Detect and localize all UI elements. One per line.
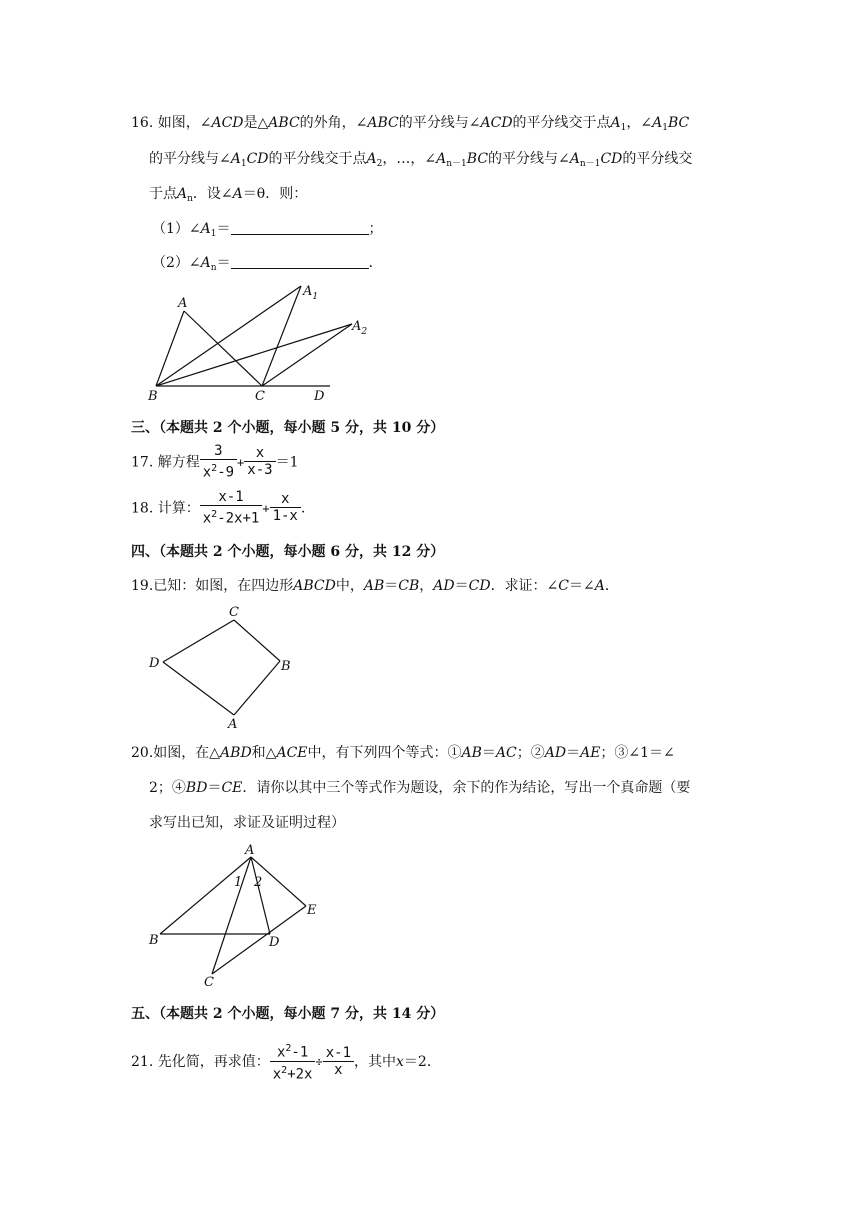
line-ba xyxy=(156,311,184,386)
label-E: E xyxy=(307,903,317,918)
q16-line2: 的平分线与$\angle A_1CD$的平分线交于点$A_2$，…，$\angle A_{n-1}BC$的平分线与$\angle A_{n-1}CD$的平分线交 xyxy=(149,151,693,169)
label-A: A xyxy=(228,717,238,732)
line-ba xyxy=(160,857,251,934)
label-A: A xyxy=(245,843,255,858)
label-D: D xyxy=(314,389,325,404)
q18-fraction-1: $\frac{x-1}{x^2-2x+1}$ xyxy=(200,489,263,528)
angle-label-1: 1 xyxy=(234,875,243,890)
line-ca2 xyxy=(262,324,352,386)
q17-fraction-2: $\frac{x}{x-3}$ xyxy=(244,445,275,479)
angle-label-2: 2 xyxy=(254,875,263,890)
label-C: C xyxy=(204,975,214,990)
q19: 19.已知：如图，在四边形ABCD中，AB＝CB，AD＝CD．求证：∠C＝∠A． xyxy=(131,578,619,594)
q20-line3: 求写出已知，求证及证明过程） xyxy=(149,815,345,831)
q19-figure xyxy=(140,600,310,732)
label-B: B xyxy=(281,659,291,674)
label-A2: $A_2$ xyxy=(352,319,368,337)
line-ba2 xyxy=(156,324,352,386)
line-ac xyxy=(184,311,262,386)
line-ce xyxy=(212,906,306,974)
line-ba xyxy=(234,661,280,715)
q20-line1: 20.如图，在△ABD和△ACE中，有下列四个等式：①AB＝AC；②AD＝AE；③∠1＝∠ xyxy=(131,745,675,761)
line-dc xyxy=(163,620,234,662)
label-B: B xyxy=(148,389,158,404)
line-cb xyxy=(234,620,280,661)
q21-fraction-1: $\frac{x^2-1}{x^2+2x}$ xyxy=(270,1041,316,1083)
label-D: D xyxy=(269,935,280,950)
label-B: B xyxy=(149,933,159,948)
q16-figure xyxy=(140,280,380,405)
q16-number: 16. xyxy=(131,115,154,131)
section-5-heading: 五、（本题共 2 个小题，每小题 7 分，共 14 分） xyxy=(131,1006,445,1022)
q20-figure xyxy=(140,840,330,990)
line-ad xyxy=(163,662,234,715)
line-ad xyxy=(251,857,270,934)
label-D: D xyxy=(149,656,160,671)
q16-part1: $(1)\angle A_1=$ ； xyxy=(152,221,383,239)
answer-blank-1[interactable] xyxy=(231,220,369,235)
label-A: A xyxy=(178,296,188,311)
q20-line2: 2；④BD＝CE．请你以其中三个等式作为题设，余下的作为结论，写出一个真命题（要 xyxy=(149,780,691,796)
q21-fraction-2: $\frac{x-1}{x}$ xyxy=(323,1045,354,1079)
answer-blank-2[interactable] xyxy=(231,254,369,269)
q16-line1: 16. 如图，∠ACD是△ABC的外角，∠ABC的平分线与∠ACD的平分线交于点$A_1$，$\angle A_1BC$ xyxy=(131,115,690,133)
q16-part2: $(2)\angle A_n=$ ． xyxy=(152,255,383,273)
q18-fraction-2: $\frac{x}{1-x}$ xyxy=(270,491,301,525)
line-ac xyxy=(212,857,251,974)
q21: 21. 先化简，再求值： $\frac{x^2-1}{x^2+2x}$ ÷ $\frac{x-1}{x}$ ，其中x＝2． xyxy=(131,1043,441,1083)
q16-line3: 于点$A_n$．设∠A＝θ．则： xyxy=(149,186,308,204)
section-4-heading: 四、（本题共 2 个小题，每小题 6 分，共 12 分） xyxy=(131,544,445,560)
line-ca1 xyxy=(262,286,301,386)
label-A1: $A_1$ xyxy=(303,284,319,302)
q17-fraction-1: $\frac{3}{x^2-9}$ xyxy=(200,443,237,482)
q18: 18. 计算： $\frac{x-1}{x^2-2x+1}$ + $\frac{x}{1-x}$ . xyxy=(131,489,306,527)
q17: 17. 解方程 $\frac{3}{x^2-9}$ + $\frac{x}{x-3}$ ＝1 xyxy=(131,443,299,481)
label-C: C xyxy=(255,389,265,404)
label-C: C xyxy=(229,605,239,620)
section-3-heading: 三、（本题共 2 个小题，每小题 5 分，共 10 分） xyxy=(131,420,445,436)
